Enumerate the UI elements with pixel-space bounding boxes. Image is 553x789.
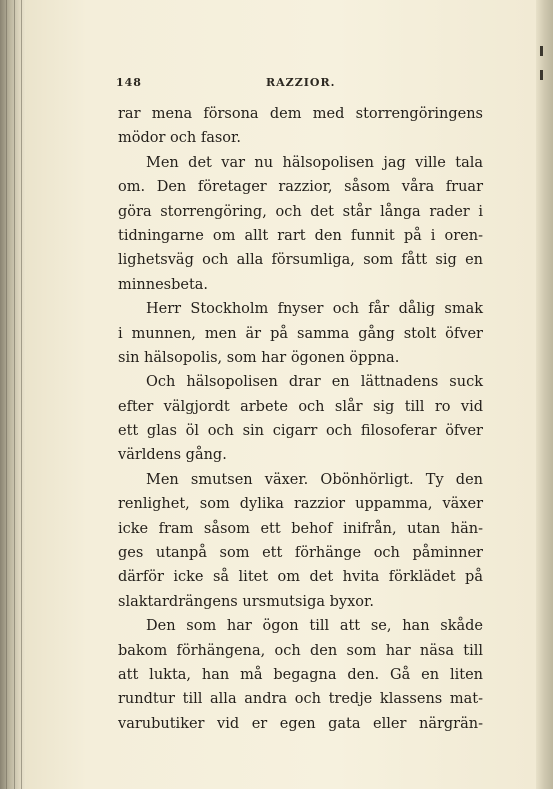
running-header bbox=[116, 76, 484, 96]
text-line: efter välgjordt arbete och slår sig till ro vid bbox=[118, 398, 483, 415]
text-line: minnesbeta. bbox=[118, 276, 209, 293]
text-line: om. Den företager razzior, såsom våra fruar bbox=[118, 179, 483, 196]
paragraph bbox=[118, 370, 483, 468]
gutter-fold-line bbox=[21, 0, 22, 789]
paragraph bbox=[118, 614, 483, 736]
chapter-title: RAZZIOR. bbox=[266, 76, 336, 89]
text-line: att lukta, han må begagna den. Gå en liten bbox=[118, 666, 483, 683]
gutter-fold-line bbox=[14, 0, 15, 789]
text-line: Men det var nu hälsopolisen jag ville tala bbox=[146, 154, 483, 171]
page-edge bbox=[536, 0, 553, 789]
page-edge-mark bbox=[540, 70, 543, 80]
text-line: ett glas öl och sin cigarr och filosoferar öfver bbox=[118, 423, 483, 440]
page-number: 148 bbox=[116, 76, 142, 89]
text-line: ges utanpå som ett förhänge och påminner bbox=[118, 545, 483, 562]
text-line: Herr Stockholm fnyser och får dålig smak bbox=[146, 301, 483, 318]
body-text bbox=[118, 102, 483, 736]
text-line: världens gång. bbox=[118, 447, 227, 464]
page-edge-mark bbox=[540, 46, 543, 56]
text-line: lighetsväg och alla försumliga, som fått sig en bbox=[118, 252, 483, 269]
paragraph bbox=[118, 297, 483, 370]
paragraph bbox=[118, 102, 483, 151]
text-line: Men smutsen växer. Obönhörligt. Ty den bbox=[146, 471, 483, 488]
book-gutter bbox=[0, 0, 26, 789]
text-line: slaktardrängens ursmutsiga byxor. bbox=[118, 593, 374, 610]
text-line: göra storrengöring, och det står långa rader i bbox=[118, 203, 483, 220]
text-line: rar mena försona dem med storrengöringens bbox=[118, 106, 483, 122]
text-line: mödor och fasor. bbox=[118, 130, 241, 147]
text-line: i munnen, men är på samma gång stolt öfver bbox=[118, 325, 483, 342]
paragraph bbox=[118, 151, 483, 297]
paragraph bbox=[118, 468, 483, 614]
text-line: bakom förhängena, och den som har näsa till bbox=[118, 642, 483, 659]
text-line: varubutiker vid er egen gata eller närgrän- bbox=[118, 715, 483, 732]
text-line: Den som har ögon till att se, han skåde bbox=[146, 618, 483, 635]
text-line: Och hälsopolisen drar en lättnadens suck bbox=[146, 374, 483, 391]
gutter-fold-line bbox=[6, 0, 7, 789]
text-line: därför icke så litet om det hvita förklädet på bbox=[118, 569, 483, 586]
text-line: renlighet, som dylika razzior uppamma, växer bbox=[118, 496, 483, 513]
text-line: tidningarne om allt rart den funnit på i oren- bbox=[118, 227, 483, 244]
text-line: rundtur till alla andra och tredje klassens mat- bbox=[118, 691, 483, 708]
text-line: icke fram såsom ett behof inifrån, utan hän- bbox=[118, 520, 483, 537]
text-line: sin hälsopolis, som har ögonen öppna. bbox=[118, 349, 400, 366]
